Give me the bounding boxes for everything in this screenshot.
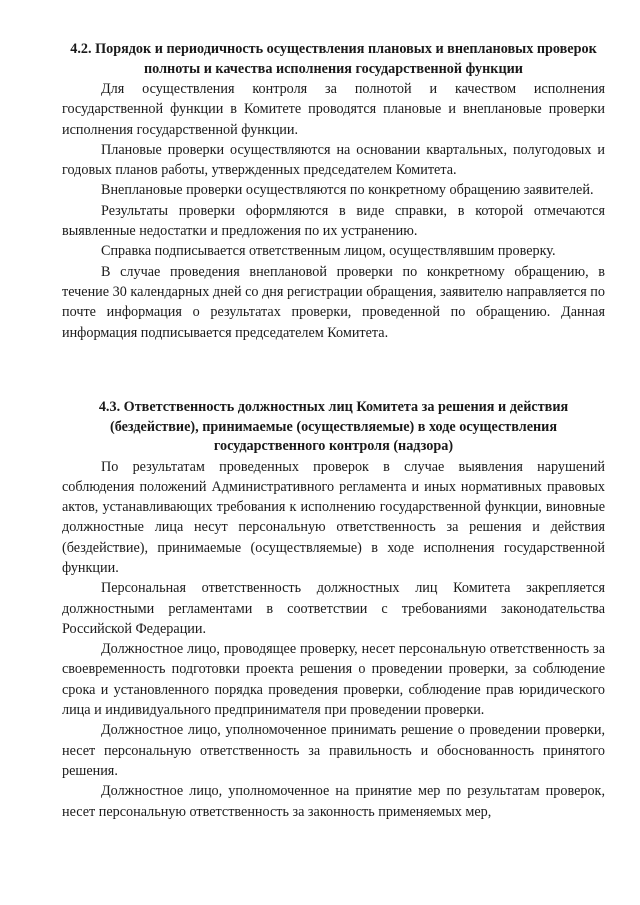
paragraph: Должностное лицо, проводящее проверку, несет персональную ответственность за своевременность подготовки проекта решения о проведении проверки, за соблюдение срока и установленного порядка проведения проверки, соблюдение прав юридического лица и индивидуального предпринимателя при проведении проверки. (62, 641, 605, 719)
section-4-2-heading: 4.2. Порядок и периодичность осуществления плановых и внеплановых проверок полноты и качества исполнения государственной функции (70, 41, 597, 77)
section-4-2 (62, 40, 605, 343)
section-4-3-body (62, 457, 605, 822)
paragraph: Для осуществления контроля за полнотой и качеством исполнения государственной функции в Комитете проводятся плановые и внеплановые проверки исполнения государственной функции. (62, 81, 605, 138)
paragraph: Внеплановые проверки осуществляются по конкретному обращению заявителей. (101, 182, 594, 199)
paragraph: Должностное лицо, уполномоченное принимать решение о проведении проверки, несет персональную ответственность за правильность и обоснованность принятого решения. (62, 722, 605, 779)
paragraph: В случае проведения внеплановой проверки по конкретному обращению, в течение 30 календарных дней со дня регистрации обращения, заявителю направляется по почте информация о результатах проверки, проведенной по обращению. Данная информация подписывается председателем Комитета. (62, 263, 605, 341)
section-4-3 (62, 398, 605, 822)
paragraph: Должностное лицо, уполномоченное на принятие мер по результатам проверок, несет персональную ответственность за законность применяемых мер, (62, 783, 605, 820)
paragraph: По результатам проведенных проверок в случае выявления нарушений соблюдения положений Административного регламента и иных нормативных правовых актов, устанавливающих требования к исполнению государственной функции, виновные должностные лица несут персональную ответственность за решения и действия (бездействие), принимаемые (осуществляемые) в ходе исполнения государственной функции. (62, 458, 605, 576)
section-4-3-heading: 4.3. Ответственность должностных лиц Комитета за решения и действия (бездействие), принимаемые (осуществляемые) в ходе осуществления государственного контроля (надзора) (98, 399, 569, 454)
paragraph: Персональная ответственность должностных лиц Комитета закрепляется должностными регламентами в соответствии с требованиями законодательства Российской Федерации. (62, 580, 605, 637)
section-4-2-body (62, 79, 605, 343)
paragraph: Результаты проверки оформляются в виде справки, в которой отмечаются выявленные недостатки и предложения по их устранению. (62, 202, 605, 240)
paragraph: Плановые проверки осуществляются на основании квартальных, полугодовых и годовых планов работы, утвержденных председателем Комитета. (62, 141, 605, 179)
paragraph: Справка подписывается ответственным лицом, осуществлявшим проверку. (101, 243, 556, 260)
